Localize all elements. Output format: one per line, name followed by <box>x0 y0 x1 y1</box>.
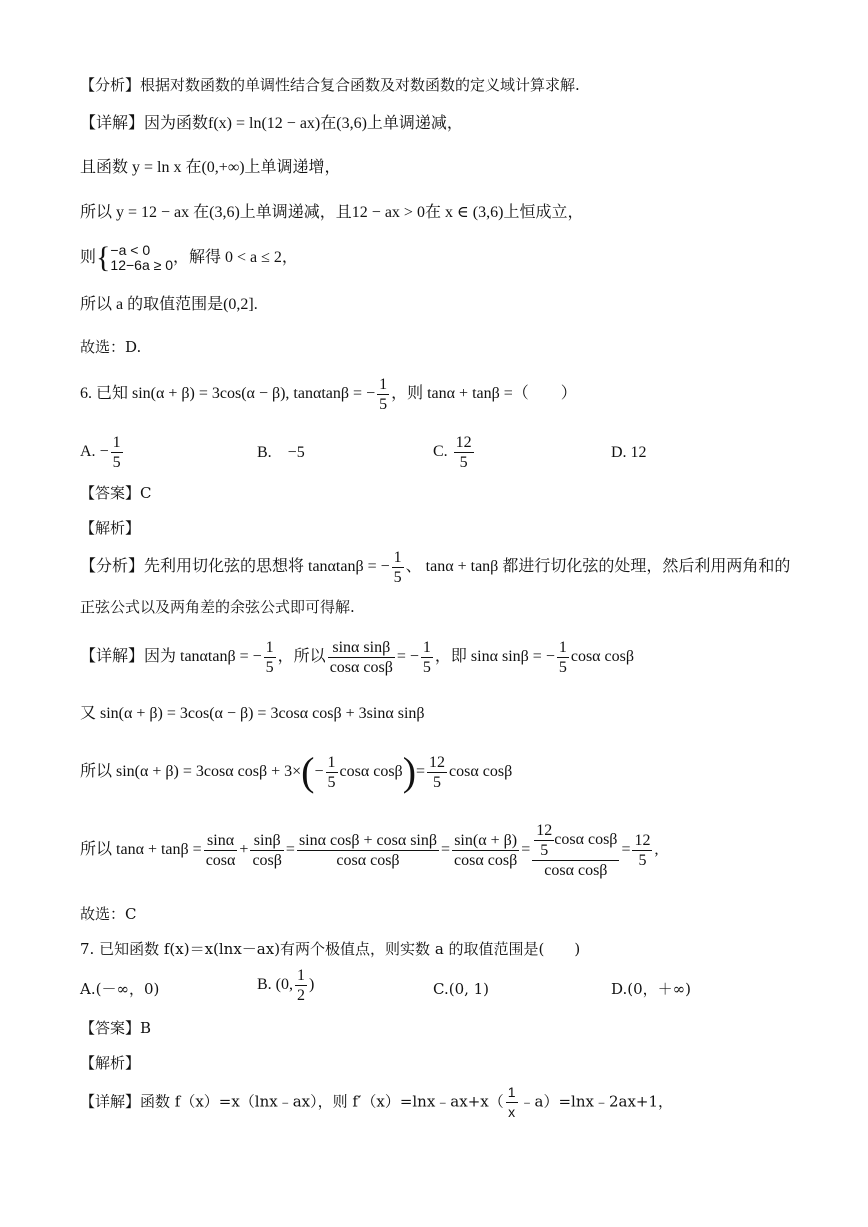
q6-answer: 【答案】C <box>80 484 152 502</box>
q6-option-b: B. −5 <box>257 444 305 461</box>
q7-stem: 7. 已知函数 f(x)＝x(lnx－ax)有两个极值点，则实数 a 的取值范围是( ) <box>80 940 581 958</box>
inequality-system: −a < 0 12−6a ≥ 0 <box>110 242 173 274</box>
q7-answer: 【答案】B <box>80 1019 152 1037</box>
q6-analysis-line-1: 【分析】先利用切化弦的思想将 tanαtanβ = − $\frac{1}{5}$ 、 tanα + tanβ 都进行切化弦的处理，然后利用两角和的 <box>80 549 791 586</box>
q7-jiexi: 【解析】 <box>80 1054 141 1072</box>
q5-choice: 故选：D. <box>80 338 142 356</box>
q6-option-c: C. $\frac{12}{5}$ <box>433 434 472 471</box>
q6-detail-line-3: 所以 sin(α + β) = 3cosα cosβ + 3×(− $\frac{1}{5}$ cosα cosβ)= $\frac{12}{5}$ cosα cosβ <box>80 749 513 795</box>
q6-detail-line-4: 所以 tanα + tanβ = $\frac{\sin\alpha}{\cos\alpha}$ + $\frac{\sin\beta}{\cos\beta}$ = $\frac{\text{sinα cosβ + cosα sinβ}}{\text{cosα cosβ}}$ = $\frac{\sin(\alpha + \beta)}{\text{cosα cosβ}}$ = $\frac{12}{5}$ cosα cosβ cosα cosβ = $\frac{12}{5}$ , <box>80 821 659 879</box>
right-paren-icon: ) <box>402 749 417 795</box>
q7-option-a: A.(－∞，0) <box>80 980 160 998</box>
left-brace-icon: { <box>96 241 111 275</box>
q7-option-d: D.(0，＋∞) <box>611 980 692 998</box>
q6-detail-line-1: 【详解】因为 tanαtanβ = − $\frac{1}{5}$ ，所以 $\frac{\text{sinα sinβ}}{\text{cosα cosβ}}$ = − $\frac{1}{5}$ ，即 sinα sinβ = − $\frac{1}{5}$ cosα cosβ <box>80 639 635 676</box>
q5-detail-line-3: 所以 y = 12 − ax 在(3,6)上单调递减，且12 − ax > 0在 x ∈ (3,6)上恒成立， <box>80 204 584 221</box>
q6-analysis-line-2: 正弦公式以及两角差的余弦公式即可得解. <box>80 598 355 616</box>
q5-detail-line-2: 且函数 y = ln x 在(0,+∞)上单调递增， <box>80 159 341 176</box>
q6-jiexi: 【解析】 <box>80 519 141 537</box>
q7-detail: 【详解】函数 f（x）=x（lnx﹣ax），则 f′（x）=lnx﹣ax+x（ $\frac{1}{x}$ ﹣a）=lnx﹣2ax+1， <box>80 1084 674 1120</box>
q5-detail-line-5: 所以 a 的取值范围是(0,2]. <box>80 296 258 313</box>
q7-option-c: C.(0, 1) <box>433 980 490 998</box>
q5-detail-label: 【详解】 <box>80 115 145 132</box>
q6-detail-line-2: 又 sin(α + β) = 3cos(α − β) = 3cosα cosβ + 3sinα sinβ <box>80 705 425 722</box>
q6-option-d: D. 12 <box>611 444 647 461</box>
fraction: $\frac{1}{5}$ <box>379 376 388 413</box>
q7-option-b: B. (0, $\frac{1}{2}$ ) <box>257 967 315 1004</box>
q5-analysis: 【分析】根据对数函数的单调性结合复合函数及对数函数的定义域计算求解. <box>80 76 580 94</box>
q5-detail-line-4: 则{ −a < 0 12−6a ≥ 0 ，解得 0 < a ≤ 2， <box>80 241 298 275</box>
left-paren-icon: ( <box>301 749 315 795</box>
q5-detail-line-1: 【详解】因为函数f(x) = ln(12 − ax)在(3,6)上单调递减， <box>80 115 463 132</box>
q6-stem: 6. 已知 sin(α + β) = 3cos(α − β), tanαtanβ = − $\frac{1}{5}$ ，则 tanα + tanβ =（ ） <box>80 376 577 413</box>
q6-choice: 故选：C <box>80 905 137 923</box>
q6-option-a: A. − $\frac{1}{5}$ <box>80 434 121 471</box>
